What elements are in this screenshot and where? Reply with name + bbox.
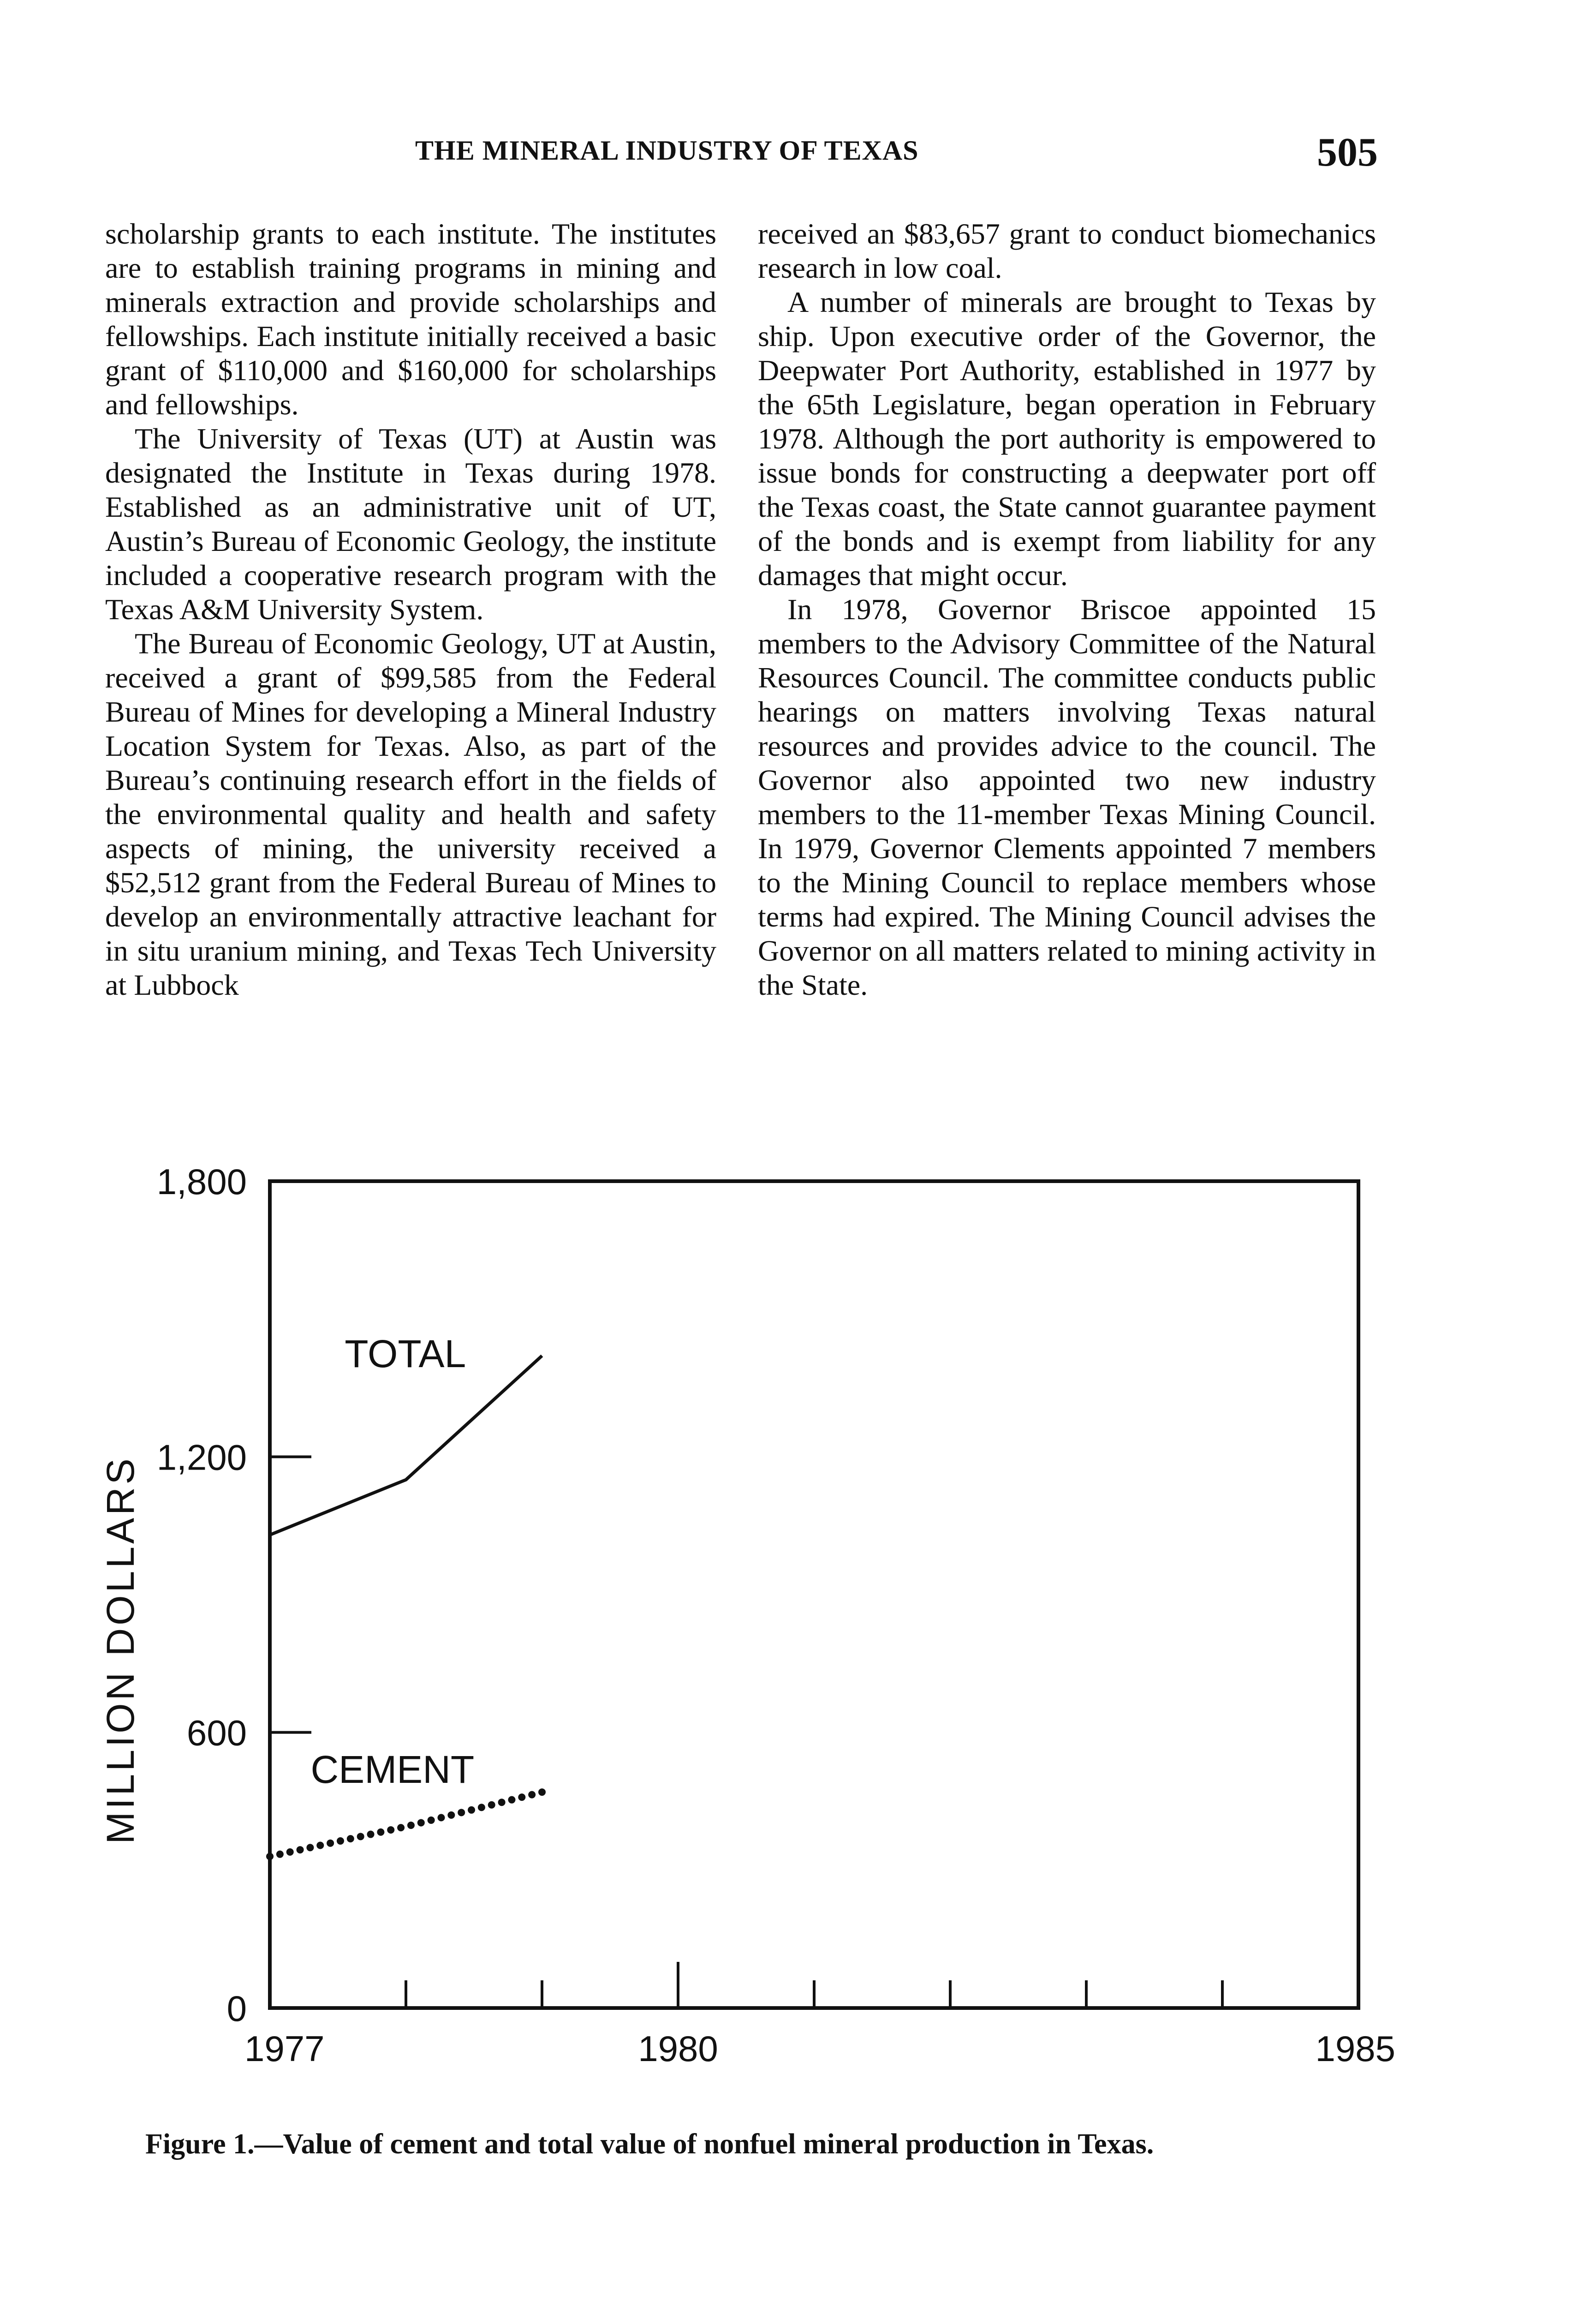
cement-series-dot — [478, 1804, 485, 1811]
x-tick-label: 1980 — [638, 2028, 718, 2069]
figure-chart — [0, 1140, 1596, 2136]
cement-series-dot — [447, 1811, 455, 1819]
cement-series-dot — [377, 1829, 384, 1836]
cement-series-dot — [458, 1809, 465, 1816]
cement-series-dot — [347, 1835, 354, 1842]
cement-series-dot — [337, 1837, 344, 1845]
tick-labels — [157, 1161, 1395, 2069]
cement-series-dot — [538, 1788, 546, 1796]
tick-marks — [270, 1457, 1358, 2008]
figure-caption: Figure 1.—Value of cement and total value of nonfuel mineral production in Texas. — [145, 2128, 1154, 2160]
cement-series-dot — [286, 1848, 294, 1856]
cement-series-dot — [407, 1822, 415, 1829]
cement-series-dot — [316, 1841, 324, 1849]
paragraph: scholarship grants to each institute. The institutes are to establish training programs in mining and minerals extraction and provide scholarships and fellowships. Each institute initially received a basic grant of $110,000 and $160,000 for scholarships and fellowships. — [105, 217, 716, 421]
cement-series-dot — [508, 1796, 515, 1804]
y-tick-label: 1,800 — [156, 1161, 247, 1202]
paragraph: A number of minerals are brought to Texas by ship. Upon executive order of the Governor, the Deepwater Port Authority, established in 1977 by the 65th Legislature, began operation in February 1978. Although the port authority is empowered to issue bonds for constructing a deepwater port off the Texas coast, the State cannot guarantee payment of the bonds and is exempt from liability for any damages that might occur. — [758, 286, 1376, 592]
cement-series-dot — [428, 1817, 435, 1824]
cement-series-dot — [306, 1844, 314, 1851]
cement-series-dot — [397, 1824, 405, 1831]
running-header: THE MINERAL INDUSTRY OF TEXAS — [415, 135, 919, 166]
cement-series-dot — [327, 1840, 334, 1847]
x-tick-label: 1985 — [1315, 2028, 1395, 2069]
cement-series-dot — [276, 1851, 284, 1858]
cement-series-dot — [518, 1793, 525, 1801]
line-chart — [0, 1140, 1596, 2136]
y-axis-title: MILLION DOLLARS — [99, 1456, 142, 1844]
right-column — [758, 217, 1376, 1002]
cement-series-dot — [357, 1833, 364, 1840]
y-tick-label: 1,200 — [156, 1437, 247, 1478]
cement-series-dot — [417, 1819, 425, 1826]
cement-series-dot — [367, 1831, 375, 1838]
left-column — [105, 217, 716, 1002]
total-series-line — [270, 1356, 542, 1535]
paragraph: In 1978, Governor Briscoe appointed 15 members to the Advisory Committee of the Natural Resources Council. The committee conducts public hearings on matters involving Texas natural resources and provides advice to the council. The Governor also appointed two new industry members to the 11-member Texas Mining Council. In 1979, Governor Clements appointed 7 members to the Mining Council to replace members whose terms had expired. The Mining Council advises the Governor on all matters related to mining activity in the State. — [758, 593, 1376, 1001]
total-series-label: TOTAL — [345, 1332, 466, 1376]
paragraph: received an $83,657 grant to conduct biomechanics research in low coal. — [758, 217, 1376, 284]
cement-series-dot — [528, 1791, 536, 1799]
cement-series-dot — [387, 1826, 394, 1834]
y-tick-label: 0 — [226, 1988, 247, 2029]
cement-series-dot — [266, 1853, 274, 1860]
cement-series-dot — [468, 1806, 475, 1814]
cement-series-dot — [437, 1814, 445, 1821]
cement-series-dot — [498, 1799, 506, 1806]
series-labels — [311, 1332, 475, 1791]
paragraph: The Bureau of Economic Geology, UT at Austin, received a grant of $99,585 from the Federal Bureau of Mines for developing a Mineral Industry Location System for Texas. Also, as part of the Bureau’s continuing research effort in the fields of the environmental quality and health and safety aspects of mining, the university received a $52,512 grant from the Federal Bureau of Mines to develop an environmentally attractive leachant for in situ uranium mining, and Texas Tech University at Lubbock — [105, 627, 716, 1001]
cement-series-label: CEMENT — [310, 1748, 475, 1792]
x-tick-label: 1977 — [244, 2028, 325, 2069]
page-number: 505 — [1317, 130, 1378, 175]
y-tick-label: 600 — [186, 1712, 247, 1753]
cement-series-dot — [488, 1801, 495, 1809]
cement-series-dot — [297, 1846, 304, 1853]
paragraph: The University of Texas (UT) at Austin was designated the Institute in Texas during 1978. Established as an administrative unit of UT, Austin’s Bureau of Economic Geology, the institute included a cooperative research program with the Texas A&M University System. — [105, 422, 716, 626]
plot-frame — [270, 1181, 1358, 2008]
